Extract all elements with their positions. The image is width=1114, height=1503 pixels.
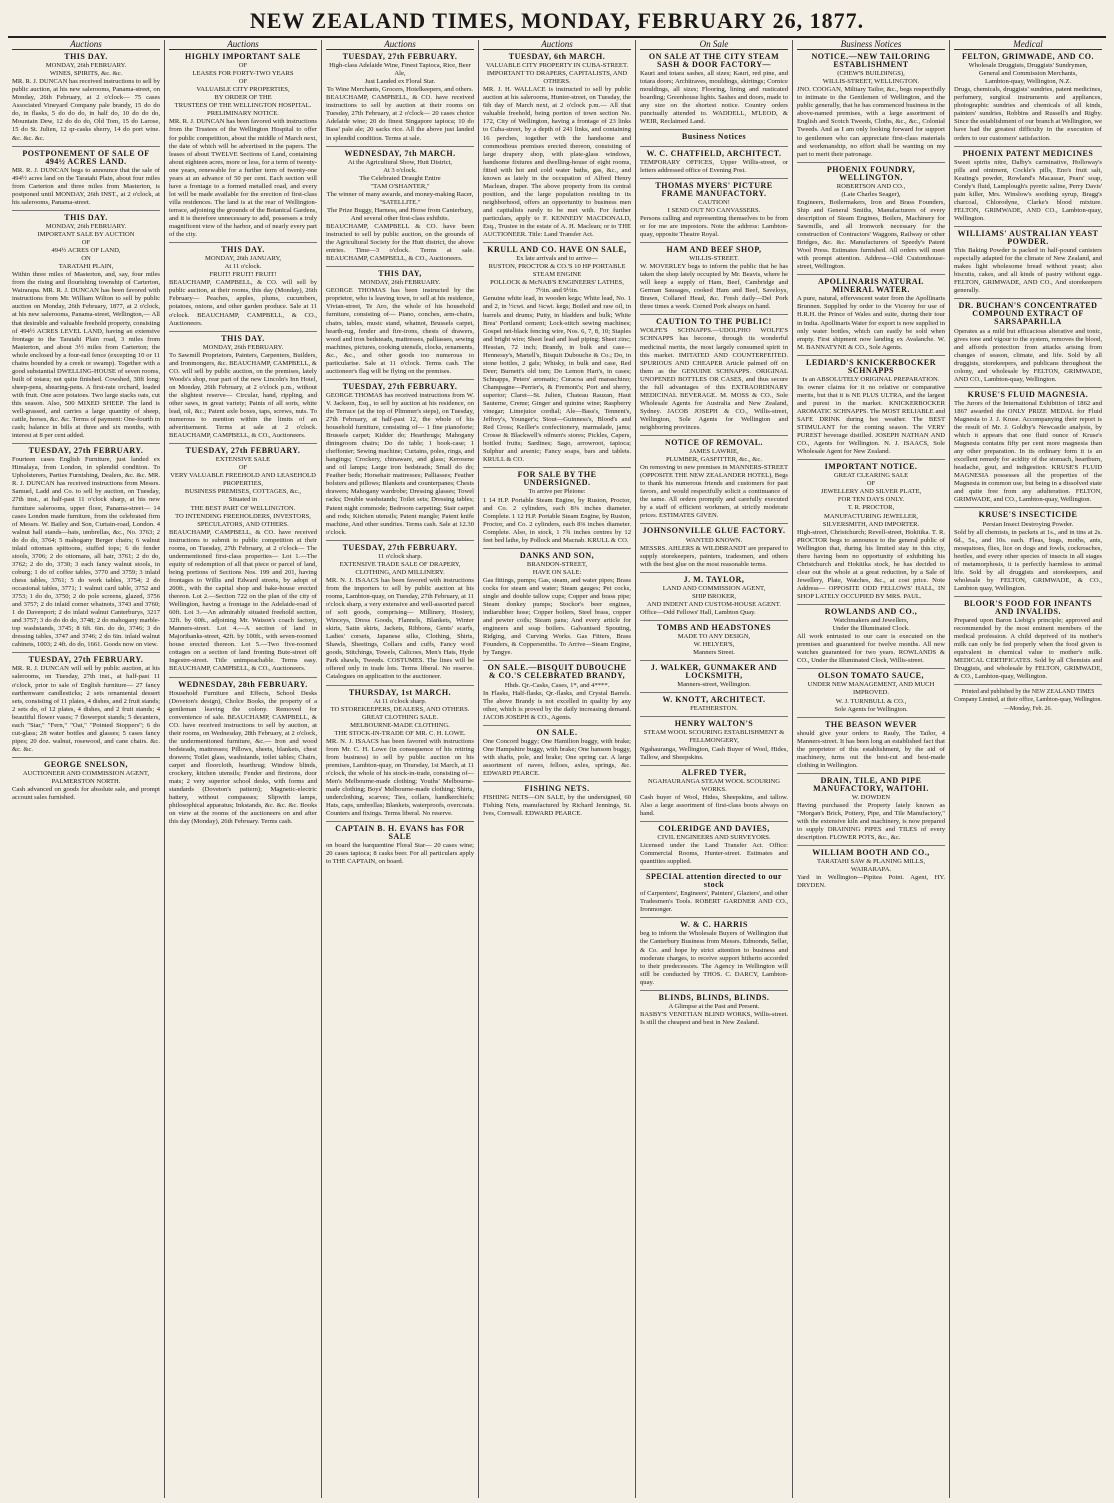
ad-subheading: PALMERSTON NORTH. (51, 778, 121, 786)
ad-heading: ON SALE. (536, 727, 578, 737)
ad-subheading: MONDAY, 26th FEBRUARY. (45, 62, 127, 70)
ad-heading: OLSON TOMATO SAUCE, (817, 671, 925, 681)
advertisement (640, 439, 788, 524)
advertisement (483, 471, 631, 548)
ad-heading: THE BEASON WEVER (825, 719, 917, 729)
ad-subheading: CAUTION! (698, 198, 730, 206)
ad-heading: WEDNESDAY, 7th MARCH. (344, 148, 456, 158)
ad-body: BEAUCHAMP, CAMPBELL, & CO. have received instructions to submit to public competition at their rooms, on Tuesday, 27th February, at 2 o'clock— The undermentioned first-class properties— Lot 1.—The equity of redemption of all that piece or parcel of land, being portions of Sections Nos. 199 and 201, having frontages to Willis and Edward streets, by adopt of 200ft., with the capital shop and bake-house erected thereon. Lot 2.—Section 722 on the plan of the city of Wellington, having a frontage to the Adelaide-road of 60ft. Lot 3.—An admirably situated freehold section, 32ft. by 60ft., adjoining Mr. Watson's coach factory, Manners-street. Lot 4.—A section of land in Majoribanks-street, 42ft. by 100ft., with seven-roomed house erected thereon. Lot 5.—Two five-roomed cottages on a section of land fronting Bute-street off Ingestre-street. Title unimpeachable. Terms easy. BEAUCHAMP, CAMPBELL, & CO., Auctioneers. (169, 528, 317, 673)
ad-subheading: PLUMBER, GASFITTER, &c., &c. (666, 456, 762, 464)
ad-heading: TUESDAY, 27th FEBRUARY. (28, 655, 144, 665)
ad-body: MR. N. J. ISAACS has been favored with instructions from the importers to sell by public auction at his rooms, Lambton-quay, on Tuesday, 27th February, at 11 o'clock sharp, a very extensive and well-assorted parcel of soft goods, comprising— Millinery, Hosiery, Winceys, Dress Goods, Flannels, Blankets, Winter skirts, Satin skirts, Jackets, Ribbons, Gents' scarfs, Ladies' corsets, Japanese silks, Clothing, Shirts, Shawls, Sheetings, Collars and cuffs, Fancy wool goods, Stitchings, Towels, Calicoes, Men's Hats, Hyde Park shawls, Tweeds. COSTUMES. The lines will be offered only in trade lots. Terms liberal. No reserve. Catalogues on application to the auctioneer. (326, 576, 474, 681)
ad-subheading: AUCTIONEER AND COMMISSION AGENT, (22, 769, 150, 777)
ad-heading: FELTON, GRIMWADE, AND CO. (961, 52, 1095, 62)
ad-heading: GEORGE SNELSON, (44, 759, 128, 769)
ad-subheading: The Celebrated Draught Entire (359, 174, 441, 182)
ad-body: MR. R. J. DUNCAN will sell by public auction, at his salerooms, on Tuesday, 27th inst., at half-past 11 o'clock, prior to sale of English furniture— 27 fancy earthenware candlesticks; 2 sets ornamental dessert sets, consisting of 11 plates, 4 dishes, and 2 fruit stands; 2 sets do, of 12 plates, 4 dishes, and 2 fruit stands; 4 beautiful flower vases; 7 flowerpot stands; 5 decanters, each "Star," "Fern," "Oat," "Pointed Stoppers"; 6 do cut-glass; 28 water bottles and glasses; 5 cases fancy pipes; 20 doz. walnut, rosewood, and cane chairs. &c. &c. &c. (12, 665, 160, 753)
ad-subheading: OF (238, 78, 248, 86)
ad-body: MR. R. J. DUNCAN has been favored with instructions from the Trustees of the Wellington Hospital to offer for public competition, about the middle of March next, the date of which will be advertised in the papers. The leases of about TWELVE Sections of Land, containing about eighteen acres, more or less, for a term of twenty-one years, renewable for a further term of twenty-one years at an advance of 50 per cent. Each section will have a frontage to a formed metalled road, and every lot will be made available for the erection of first-class villa residences. The land is at the rear of Wellington-terrace, adjoining the grounds of the Botanical Gardens, and it is therefore unnecessary to add, possesses a truly magnificent view of the harbor, and of nearly every part of the city. (169, 118, 317, 239)
ad-heading: BLINDS, BLINDS, BLINDS. (658, 992, 770, 1002)
advertisement (640, 769, 788, 822)
ad-subheading: RUSTON, PROCTOR & CO.'S 10 HP PORTABLE STEAM ENGINE (488, 263, 626, 279)
ad-subheading: SILVERSMITH, AND IMPORTER. (822, 520, 920, 528)
ad-subheading: OF (238, 464, 248, 472)
ad-heading: APOLLINARIS NATURAL MINERAL WATER. (817, 277, 925, 295)
ad-body: In Flasks, Half-flasks, Qr.-flasks, and Crystal Barrels. The above Brandy is not excelled in quality by any other, which is proved by the daily increasing demand. JACOB JOSEPH & CO., Agents. (483, 689, 631, 721)
section-heading: Auctions (483, 40, 631, 50)
column-2 (165, 40, 322, 1498)
advertisement (640, 921, 788, 990)
ad-subheading: At the Agricultural Show, Hutt District, (347, 158, 453, 166)
advertisement (169, 53, 317, 243)
ad-subheading: MONDAY, 26th FEBRUARY. (45, 222, 127, 230)
ad-heading: ALFRED TYER, (681, 767, 747, 777)
ad-subheading: FRUIT! FRUIT! FRUIT! (209, 271, 277, 279)
advertisement (797, 359, 945, 461)
advertisement (12, 150, 160, 211)
ad-subheading: Under the Illuminated Clock. (832, 625, 910, 633)
advertisement (640, 53, 788, 130)
ad-subheading: The Prize Buggy, Harness, and Horse from Canterbury, (327, 206, 473, 214)
advertisement (12, 214, 160, 444)
ad-body: BEAUCHAMP, CAMPBELL & CO. have been instructed to sell by public auction, on the grounds of the Agricultural Society for the Hutt district, the above entries. Time—3 o'clock. Terms at sale. BEAUCHAMP, CAMPBELL, & CO., Auctioneers. (326, 222, 474, 263)
ad-heading: FOR SALE BY THE UNDERSIGNED. (517, 470, 597, 488)
ad-heading: WILLIAMS' AUSTRALIAN YEAST POWDER. (957, 228, 1099, 247)
ad-body: TEMPORARY OFFICES, Upper Willis-street, or letters addressed office of Evening Post. (640, 158, 788, 174)
ad-body: Fourteen cases English Furniture, just landed ex Himalaya, from London, in splendid condition. To Upholsterers, Parties Furnishing, Dealers, &c. &c. MR. R. J. DUNCAN has received instructions from Messrs. Samuel, Ladd and Co. to sell by auction, on Tuesday, 27th inst., at half-past 11 o'clock sharp, at his new furniture salerooms, upper floor, Panama-street— 14 cases London made furniture, from the celebrated firm of Messrs. W. Bailey and Son, Curtain-road, London. 4 walnut hall stands—hats, umbrellas, &c., No. 3763; 2 do do do, 3764; 5 mahogany Berger chairs; 6 walnut inlaid ottoman spittoons, stuffed tops; 6 do fender stools, 3706; 2 do ottomans, all hair, 3761; 2 do do, 3762; 2 do do, 3730; 3 each fancy walnut stools, in coburg; 1 do of coffee tables, 3770 and 3759; 3 inlaid chess tables, 3761; 5 do work tables, 3754; 2 do occasional tables, 3771; 1 walnut card table, 3752 and 3753; 1 do do, 3750; 2 do pole screens, glazed, 3756 and 3757; 2 do inlaid corner whatnots, 3743 and 3760; 1 do Davenport; 2 do inlaid walnut Canterburys, 3217 and 3757; 3 do do do do, 3748; 2 do mahogany marble-top washstands, 3745; 8 6ft. 6in. do do, 3746; 3 do dressing tables, 3747 and 3746; 2 do 6in. inlaid walnut cabinets, 1003; 2 4ft. do do, 1661. Goods now on view. (12, 456, 160, 649)
advertisement (640, 182, 788, 243)
ad-subheading: 494½ ACRES OF LAND, (51, 247, 121, 255)
ad-heading: KRUSE'S FLUID MAGNESIA. (967, 389, 1089, 399)
ad-subheading: EXTENSIVE SALE (215, 456, 271, 464)
ad-heading: PHOENIX PATENT MEDICINES (962, 148, 1094, 158)
ad-heading: CAUTION TO THE PUBLIC! (656, 317, 772, 327)
ad-heading: PHOENIX FOUNDRY, WELLINGTON. (826, 164, 916, 182)
advertisement (954, 511, 1102, 596)
ad-subheading: FEATHERSTON. (690, 705, 738, 713)
ad-body: To Sawmill Proprietors, Painters, Carpenters, Builders, and Ironmongers, &c. BEAUCHAMP, CAMPBELL, & CO. will sell by public auction, on the premises, lately Woods's shop, rear part of the new Lincoln's Inn Hotel, on Monday, 26th February, at 2 o'clock p.m., without the slightest reserve— Circular, hand, rippling, and other saws, in great variety; Paints of all sorts, white lead, oil, &c.; Patent axle boxes, taps, screws, nuts. To numerous to mention within the limits of an advertisement. Terms at sale at 2 o'clock. BEAUCHAMP, CAMPBELL, & CO., Auctioneers. (169, 351, 317, 440)
ad-body: Operates as a mild but efficacious alterative and tonic, gives tone and vigour to the system, removes the blood, and affords protection from attacks arising from changes of season, climate, and life. Sold by all druggists, storekeepers, and publicans throughout the colony, and wholesale by FELTON, GRIMWADE, AND CO., Lambton-quay, Wellington. (954, 327, 1102, 383)
section-heading: Business Notices (797, 40, 945, 50)
ad-heading: ROWLANDS AND CO., (824, 607, 918, 617)
ad-heading: TOMBS AND HEADSTONES (656, 622, 772, 632)
advertisement (12, 656, 160, 758)
ad-body: One Concord buggy; One Hamilton buggy, with brake; One Hampshire buggy, with brake; One hansom buggy, with shafts, pole, and brake; One spring car. A large assortment of naves, felloes, axles, springs, &c. EDWARD PEARCE. (483, 737, 631, 777)
ad-subheading: TARATAHI PLAIN, (58, 263, 114, 271)
ad-subheading: At 11 o'clock. (224, 263, 262, 271)
ad-heading: WILLIAM BOOTH AND CO., (812, 848, 930, 858)
ad-body: Prepared upon Baron Liebig's principle; approved and recommended by the most eminent members of the medical profession. A child deprived of its mother's milk can only be fed properly when the food given is equivalent in chemical value to mother's milk. MEDICAL CERTIFICATES. Sold by all Chemists and Druggists, and wholesale by FELTON, GRIMWADE, & CO., Lambton-quay, Wellington. (954, 617, 1102, 681)
ad-subheading: W. DOWDEN (851, 793, 891, 801)
ad-subheading: Just Landed ex Floral Star. (364, 78, 436, 86)
ad-subheading: LAND AND COMMISSION AGENT, (662, 584, 766, 592)
ad-subheading: Is an ABSOLUTELY ORIGINAL PREPARATION. (802, 375, 940, 383)
ad-heading: THIS DAY. (221, 333, 265, 343)
ad-heading: W. KNOTT, ARCHITECT. (662, 695, 766, 705)
ad-subheading: HAVE ON SALE: (532, 568, 582, 576)
ad-heading: KRUSE'S INSECTICIDE (978, 510, 1078, 520)
ad-heading: POSTPONEMENT OF SALE OF 494½ ACRES LAND. (22, 148, 150, 166)
ad-body: beg to inform the Wholesale Buyers of Wellington that the Canterbury Business from Messrs. Edmonds, Sellar, & Co. and hope by strict attention to business and moderate charges, to receive support hitherto accorded to their predecessors. The Agency in Wellington will still be conducted by THOS. C. DARCY, Lambton-quay. (640, 930, 788, 986)
ad-subheading: BRANDON-STREET, (526, 560, 588, 568)
ad-subheading: ON (81, 255, 91, 263)
ad-body: Kauri and totara sashes, all sizes; Kauri, red pine, and totara doors; Architraves, mouldings, skirtings; Cornice mouldings, all sizes; Flooring, lining and rusticated boarding; Greenhouse lights. Sashes and doors, made to any size on the shortest notice. Country orders punctually attended to. WADDELL, M'LEOD, & WEIR, Reclaimed Land. (640, 70, 788, 126)
advertisement (326, 53, 474, 147)
advertisement (797, 672, 945, 717)
ad-subheading: VERY VALUABLE FREEHOLD AND LEASEHOLD PROPERTIES, (170, 472, 316, 488)
ad-body: On removing to new premises in MANNERS-STREET (OPPOSITE THE NEW ZEALANDER HOTEL), Begs to thank his numerous friends and customers for past favors, and would respectfully solicit a continuance of the same. All orders promptly and carefully executed by a staff of efficient workmen, at strictly moderate prices. ESTIMATES GIVEN. (640, 464, 788, 520)
ad-body: High-street, Christchurch; Revell-street, Hokitika. T. R. PROCTOR begs to announce to the general public of Wellington that, during his limited stay in this city, there having been no opportunity of exhibiting his Christchurch and Hokitika stock, he has decided to clear out the whole at a great reduction, by a Sale of Jewellery, Plate, Watches, &c., at cost price. Note Address— OPPOSITE ODD FELLOWS' HALL, IN SHOP LATELY OCCUPIED BY MRS. PAUL. (797, 528, 945, 600)
advertisement (326, 150, 474, 268)
advertisement (169, 246, 317, 331)
ad-subheading: WILLIS-STREET. (689, 255, 739, 263)
ad-body: should give your orders to Rauly, The Tailor, 4 Manners-street. It has been long an established fact that the proprietor of this establishment, by the aid of machinery, turns out the best-cut and best-made clothing in Wellington. (797, 729, 945, 769)
ad-subheading: Manners-street, Wellington. (677, 681, 751, 689)
advertisement (954, 600, 1102, 685)
ad-body: Household Furniture and Effects, School Desks (Doveton's design), Cholce Books, the property of a gentleman leaving the colony. Removed for convenience of sale. BEAUCHAMP, CAMPBELL, & CO. have received instructions to sell by auction, at their rooms, on Wednesday, 28th February, at 2 o'clock, the undermentioned furniture, &c.— Iron and wood bedsteads, mattresses; Pillows, sheets, blankets, chest drawers; Toilet glass, washstands, toilet tables; Chairs, carpet and floorcloth, hearthrug; Window blinds, crockery, kitchen utensils; Fender and fireirons, door mats; 2 very superior school desks, with forms and standards (Doveton's pattern); Magnetic-electric battery, without compasses; Slipwith lamps, philosophical apparatus; Inkstands, &c. &c. &c. Books on view at the rooms of the auctioneers on and after this day (Monday), 26th February. Terms cash. (169, 689, 317, 826)
advertisement (640, 318, 788, 436)
ad-subheading: WINES, SPIRITS, &c. &c. (49, 70, 123, 78)
ad-subheading: MANUFACTURING JEWELLER, (823, 512, 918, 520)
ad-subheading: 11 o'clock sharp. (377, 552, 423, 560)
advertisement (797, 166, 945, 276)
advertisement (640, 246, 788, 315)
ad-subheading: POLLOCK & McNAB'S ENGINEERS' LATHES, 7½in. and 9½in. (490, 279, 624, 295)
ad-heading: HIGHLY IMPORTANT SALE (184, 52, 302, 62)
advertisement (12, 447, 160, 653)
advertisement (954, 53, 1102, 147)
ad-subheading: LEASES FOR FORTY-TWO YEARS (192, 70, 294, 78)
ad-subheading: Watchmakers and Jewellers, (833, 617, 909, 625)
ad-heading: KRULL AND CO. HAVE ON SALE, (487, 245, 627, 255)
section-heading: Auctions (326, 40, 474, 50)
advertisement (169, 335, 317, 445)
ad-subheading: STEAM WOOL SCOURING ESTABLISHMENT & FELLMONGERY, (643, 729, 785, 745)
advertisement (483, 664, 631, 725)
ad-subheading: Wholesale Druggists, Druggists' Sundrymen, (968, 62, 1088, 70)
ad-subheading: W. HELYER'S, (693, 641, 735, 649)
section-heading: Auctions (12, 40, 160, 50)
section-heading: Auctions (169, 40, 317, 50)
advertisement (797, 849, 945, 893)
ad-body: Gas fittings, pumps; Gas, steam, and water pipes; Brass cocks for steam and water; Steam gauges; Pet cocks, single and double tallow cups; Copper and brass pipe; Steam donkey pumps; Stockor's beer engines, indiarubber hose; Copper boilers, Steel brass, copper and pewter coils; Steam pans; And every article for engineers and soap boilers. Galvanised Spouting, Ridging, and Curving Works. Gas Fitters, Brass Founders, & Coppersmiths. To Arrive—Steam Engine, by Tangye. (483, 576, 631, 657)
ad-subheading: WILLIS-STREET, WELLINGTON. (822, 78, 920, 86)
ad-heading: Business Notices (681, 132, 747, 142)
ad-heading: W. & C. HARRIS (680, 920, 748, 930)
ad-heading: ON SALE AT THE CITY STEAM SASH & DOOR FACTORY— (648, 52, 780, 70)
advertisement (640, 696, 788, 717)
ad-subheading: High-class Adelaide Wine, Finest Tapioca, Rice, Beer Ale, (329, 62, 471, 78)
ad-subheading: I SEND OUT NO CANVASSERS. (667, 206, 761, 214)
ad-subheading: CIVIL ENGINEERS AND SURVEYORS. (657, 833, 771, 841)
ad-subheading: JEWELLERY AND SILVER PLATE, (820, 488, 922, 496)
ad-subheading: At 3 o'clock. (383, 166, 417, 174)
ad-subheading: OF (81, 239, 91, 247)
advertisement (483, 729, 631, 782)
ad-body: This Baking Powder is packed in half-pound canisters especially adapted for the climate of New Zealand, and makes light wholesome bread without yeast; also biscuits, cakes, and all kinds of pastry without eggs. FELTON, GRIMWADE, AND CO., And storekeepers generally. (954, 247, 1102, 295)
ad-subheading: VALUABLE CITY PROPERTY IN CUBA-STREET. (485, 62, 629, 70)
ad-body: of Carpenters', Engineers', Painters', Glaziers', and other Tradesmen's Tools. ROBERT GARDNER AND CO., Ironmonger. (640, 890, 788, 914)
ad-heading: TUESDAY, 27th FEBRUARY. (342, 381, 458, 391)
ad-body: A pure, natural, effervescent water from the Apollinaris Brunnen. Supplied by order to the Viceroy for use of H.R.H. the Prince of Wales and suite, during their tour in India. Apollinaris Water for export is now supplied in only water bottles, which can easily be sold when empty. First shipment now landing ex Avalanche. W. M. BANNATYNE & CO., Sole Agents. (797, 295, 945, 351)
ad-body: Sold by all chemists, in packets at 1s., and in tins at 2s. 6d., 5s., and 10s. each. Fleas, bugs, moths, ants, mosquitoes, flies, lice on dogs and fowls, cockroaches, beetles, and every other species of insects in all stages of metamorphosis, it is perfectly harmless to animal life. Sold by all druggists and storekeepers, and wholesale by FELTON, GRIMWADE, & CO., Lambton quay, Wellington. (954, 528, 1102, 592)
ad-body: on board the barquentine Floral Star— 20 cases wine; 20 cases tapioca; 8 casks beer. For all particulars apply to THE CAPTAIN, on board. (326, 842, 474, 866)
ad-subheading: ROBERTSON AND CO., (836, 182, 906, 190)
ad-body: 1 14 H.P. Portable Steam Engine, by Ruston, Proctor, and Co. 2 cylinders, each 8⅜ inches diameter. Complete. 1 12 H.P. Portable Steam Engine, by Ruston, Proctor, and Co. 2 cylinders, each 8⅜ inches diameter. Complete. Also, in stock, 1 7¾ inches centres by 12 feet bed lathe, by Pollock and Macnab. KRULL & CO. (483, 496, 631, 544)
ad-body: Having purchased the Property lately known as "Morgan's Brick, Pottery, Pipe, and Tile Manufactory," with the extensive kiln and machinery, is now prepared to supply DRAINING PIPES and TILES of every description. FLOWER POTS, &c., &c. (797, 802, 945, 842)
ad-body: Drugs, chemicals, druggists' sundries, patent medicines, perfumery, surgical instruments and appliances, photographic sundries and chemicals of all kinds, painters' sundries, Robbins and Russell's and Rigby. Since the establishment of our branch at Wellington, we have had the greatest difficulty in the execution of orders to our customers' satisfaction. (954, 86, 1102, 142)
ad-subheading: MONDAY, 26th FEBRUARY. (359, 279, 441, 287)
ad-body: BEAUCHAMP, CAMPBELL, & CO. have received instructions to sell by auction at their rooms on Tuesday, 27th February, at 2 o'clock— 20 cases choice Adelaide wine; 20 do finest Singapore tapioca; 10 do Bass' pale ale; 20 sacks rice. All the above just landed in splendid condition. Terms at sale. (326, 94, 474, 142)
ad-subheading: "SATELLITE." (379, 198, 421, 206)
ad-subheading: PRELIMINARY NOTICE. (207, 110, 279, 118)
ad-body: MR. J. H. WALLACE is instructed to sell by public auction at his salerooms, Hunter-street, on Tuesday, the 6th day of March next, at 2 o'clock p.m.— All that valuable freehold, being portion of town section No. 172, City of Wellington, having a frontage of 23 links to Cuba-street, by a depth of 241 links, and containing 16 perches, together with the handsome and commodious premises erected thereon, consisting of large drapery shop, with plate-glass windows, handsome fixtures and dwelling-house of eight rooms, fitted with hot and cold water baths, gas, &c., and known as lately in the occupation of Alfred Henry Maclean, draper. The above property from its central position, and the large population residing in its neighborhood, offers an opportunity to business men and capitalists rarely to be met with. For further particulars, apply to F. KENNEDY MACDONALD, Esq., Trustee in the estate of A. H. Maclean; or to THE AUCTIONEER. Title: Land Transfer Act. (483, 86, 631, 239)
ad-heading: NOTICE.—NEW TAILORING ESTABLISHMENT (811, 52, 931, 70)
ad-body: MESSRS. AHLERS & WILDBRANDT are prepared to supply storekeepers, painters, tradesmen, and others with the best glue on the most reasonable terms. (640, 544, 788, 568)
ad-body: Yard in Wellington—Pipitea Point. Agent, HY. DRYDEN. (797, 874, 945, 890)
advertisement (954, 150, 1102, 227)
ad-subheading: To Wine Merchants, Grocers, Hotelkeepers, and others. (326, 86, 474, 94)
advertisement (326, 689, 474, 823)
ad-body: MR. R. J. DUNCAN has received instructions to sell by public auction, at his new salerooms, Panama-street, on Monday, 26th February, at 2 o'clock— 75 cases Associated Vineyard Company pale brandy, 15 do do do, in flasks, 5 do do do, in half do, 10 do do do, Mountain Dew, 12 do do do, Old Tom, 15 do Larose, 15 do St. Julien, 12 qr-casks sherry, 14 do port wine. &c. &c. &c. (12, 78, 160, 142)
ad-body: FISHING NETS—ON SALE, by the undersigned, 60 Fishing Nets, manufactured by Richard Jennings, St. Ives, Cornwall. EDWARD PEARCE. (483, 794, 631, 818)
ad-heading: TUESDAY, 27th FEBRUARY. (28, 446, 144, 456)
ad-heading: TUESDAY, 27th FEBRUARY. (342, 52, 458, 62)
advertisement (954, 391, 1102, 509)
ad-heading: THURSDAY, 1st MARCH. (348, 687, 452, 697)
advertisement (797, 278, 945, 355)
ad-subheading: "TAM O'SHANTER," (370, 182, 430, 190)
ad-subheading: BUSINESS PREMISES, COTTAGES, &c., (184, 488, 302, 496)
ad-subheading: Persian Insect Destroying Powder. (982, 520, 1074, 528)
ad-subheading: AND INDENT AND CUSTOM-HOUSE AGENT. (647, 600, 781, 608)
advertisement (640, 720, 788, 765)
section-heading: Medical (954, 40, 1102, 50)
advertisement (797, 777, 945, 846)
ad-heading: FISHING NETS. (524, 784, 590, 794)
ad-body: WOLFE'S SCHNAPPS.—UDOLPHO WOLFE'S SCHNAPPS has become, through its wonderful medicinal merits, the most largely consumed spirit in this market. IMITATED AND COUNTERFEITED. SPURIOUS AND CHEAPER Article palmed off on them as the GENUINE SCHNAPPS. ORIGINAL UNOPENED BOTTLES OR CASES, and thus secure the full advantages of this EXTRAORDINARY MEDICINAL BEVERAGE. M. MOSS & CO., Sole Wholesale Agents for Australia and New Zealand, Sydney. JACOB JOSEPH & CO., Willis-street, Wellington, Sole Agents for Wellington and neighboring provinces. (640, 327, 788, 431)
ad-body: Persons calling and representing themselves to be from or for me are impostors. Note the address: Lambton-quay, opposite Theatre Royal. (640, 214, 788, 238)
ad-body: Cash advanced on goods for absolute sale, and prompt account sales furnished. (12, 786, 160, 802)
ad-subheading: MONDAY, 26th FEBRUARY. (202, 343, 284, 351)
ad-body: Its owner claims for it no relative or comparative merits, but that it is NE PLUS ULTRA, and the largest and purest in the market. KNICKERBOCKER AROMATIC SCHNAPPS. The MOST RELIABLE and SAFE DRINK during hot weather. The BEST STIMULANT for the coming season. The VERY PUREST beverage distilled. JOSEPH NATHAN AND CO., Agents for Wellington. N. J. ISAACS, Sole Wholesale Agent for New Zealand. (797, 383, 945, 456)
ad-heading: J. WALKER, GUNMAKER AND LOCKSMITH, (650, 663, 778, 681)
ad-body: W. MOVERLEY begs to inform the public that he has taken the shop lately occupied by Mr. Beavis, where he will keep a supply of Ham, Beef, Cambridge and German Sausages, cooked Ham and Beef, Saveloys, Brawn, Collared Head, &c. Fresh daily—Del Pork three times a week. Corned Pork always on hand. (640, 263, 788, 311)
column-5 (636, 40, 793, 1498)
ad-subheading: IMPORTANT SALE BY AUCTION (37, 230, 135, 238)
advertisement (169, 447, 317, 677)
ad-heading: ON SALE.—BISQUIT DUBOUCHE & CO.'S CELEBRATED BRANDY, (487, 663, 627, 681)
ad-body: Licensed under the Land Transfer Act. Office: Commercial Rooms, Hunter-street. Estimates and quantities supplied. (640, 841, 788, 866)
imprint-footer: Printed and published by the NEW ZEALAND TIMES Company Limited, at their office, Lambton-quay, Wellington.—Monday, Feb. 26. (954, 689, 1102, 712)
advertisement (326, 544, 474, 686)
ad-heading: IMPORTANT NOTICE. (824, 462, 918, 472)
ad-heading: THIS DAY. (64, 212, 108, 222)
ad-subheading: GREAT CLEARING SALE (833, 472, 909, 480)
ad-subheading: T. R. PROCTOR, (847, 504, 895, 512)
ad-subheading: GREAT CLOTHING SALE. (361, 713, 439, 721)
ad-heading: LEDIARD'S KNICKERBOCKER SCHNAPPS (806, 357, 936, 375)
column-1 (8, 40, 165, 1498)
advertisement (483, 552, 631, 662)
advertisement (640, 873, 788, 918)
advertisement (483, 246, 631, 468)
ad-heading: HENRY WALTON'S (674, 719, 754, 729)
ad-heading: THIS DAY. (221, 245, 265, 255)
ad-subheading: THE STOCK-IN-TRADE OF MR. C. H. LOWE. (334, 729, 466, 737)
ad-heading: DRAIN, TILE, AND PIPE MANUFACTORY, WAITOHI. (813, 775, 929, 793)
ad-heading: HAM AND BEEF SHOP, (666, 244, 762, 254)
advertisement (326, 383, 474, 541)
ad-subheading: IMPORTANT TO DRAPERS, CAPITALISTS, AND OTHERS. (486, 70, 628, 86)
column-4 (479, 40, 636, 1498)
ad-heading: THOMAS MYERS' PICTURE FRAME MANUFACTORY. (655, 180, 773, 198)
advertisement (797, 721, 945, 774)
ad-subheading: TRUSTEES OF THE WELLINGTON HOSPITAL. (174, 102, 312, 110)
ad-body: Sweet spirits nitre, Dalby's carminative, Holloway's pills and ointment, Cockle's pills, Eno's fruit salt, Keating's powder, Rowland's Macassar, Pears' soap, Condy's fluid, Lamplough's pyretic saline, Perry Davis' pain killer, Mrs. Winslow's soothing syrup, Bragg's charcoal, Chlorodyne, Clarke's blood mixture. FELTON, GRIMWADE, AND CO., Lambton-quay, Wellington. (954, 158, 1102, 222)
column-7 (950, 40, 1106, 1498)
advertisement (640, 664, 788, 693)
ad-body: Engineers, Boilermakers, Iron and Brass Founders, Ship and General Smiths, Manufacturers of every description of Steam Engines, Boilers, Machinery for Sawmills, and all Ironwork necessary for the construction of Contractors' Waggons, Railway or other Bridges, &c. &c. Manufacturers of Speedy's Patent Wool Press. Estimates furnished. All orders will meet with prompt attention. Address—Old Customhouse-street, Wellington. (797, 198, 945, 271)
advertisement (640, 150, 788, 179)
ad-subheading: W. J. TURNBULL & CO., (835, 697, 907, 705)
ad-subheading: MONDAY, 26th JANUARY, (204, 255, 282, 263)
ad-body: Within three miles of Masterton, and, say, four miles from the rising and flourishing township of Carterton, Wairarapa. MR. R. J. DUNCAN has been favored with instructions from Mr. William Wilton to sell by public auction on Monday, 26th February, 1877, at 2 o'clock, at his new salerooms, Panama-street, Wellington,— All that desirable and valuable freehold property, consisting of 494½ ACRES LEVEL LAND, having an extensive frontage to the Taratahi Plain road, 3 miles from Masterton, and about 3½ miles from Carterton; the whole enclosed by a four-rail fence (excepting 10 or 11 chains bounded by a creek or swamp). Together with a good substantial DWELLING-HOUSE of seven rooms, built of totara; not quite finished. Cowshed, 30ft long; sheep-pens, shearing-pens. A first-rate orchard, loaded with fruit. One acre potatoes. Two large stacks oats, cut this season. Also, 500 MIXED SHEEP. The land is well-grassed, and carries a large quantity of sheep, cattle, horses, &c. &c. Terms of payment: One-fourth in cash; balance in bills at three and six months, with interest at 8 per cent added. (12, 271, 160, 440)
ad-subheading: BY ORDER OF THE (214, 94, 272, 102)
ad-heading: TUESDAY, 27th FEBRUARY. (342, 542, 458, 552)
ad-subheading: Hhds. Qr.-Casks, Cases, 1*, and 4****. (504, 681, 610, 689)
ad-subheading: NGAHAURANGA STEAM WOOL SCOURING WORKS. (647, 777, 781, 793)
ad-subheading: MELBOURNE-MADE CLOTHING. (350, 721, 450, 729)
ad-subheading: And several other first-class exhibits. (350, 214, 450, 222)
advertisement (797, 608, 945, 669)
ad-body: MR. R. J. DUNCAN begs to announce that the sale of 494½ acres land on the Taratahi Plain, about four miles from Carterton and three miles from Masterton, is postponed until MONDAY, 26th INST., at 2 o'clock, at his salerooms, Panama-street. (12, 166, 160, 206)
ad-heading: TUESDAY, 6th MARCH. (508, 52, 606, 62)
advertisement (483, 53, 631, 243)
masthead: NEW ZEALAND TIMES, MONDAY, FEBRUARY 26, 1877. (8, 6, 1106, 38)
ad-subheading: The winner of many awards, and money-making Racer, (326, 190, 474, 198)
section-heading: On Sale (640, 40, 788, 50)
ad-subheading: EXTENSIVE TRADE SALE OF DRAPERY, CLOTHING, AND MILLINERY. (339, 560, 461, 576)
ad-heading: DR. BUCHAN'S CONCENTRATED COMPOUND EXTRACT OF SARSAPARILLA (958, 301, 1098, 327)
ad-subheading: At 11 o'clock sharp. (373, 697, 427, 705)
advertisement (640, 624, 788, 661)
ad-subheading: To arrive per Pleione: (528, 488, 586, 496)
ad-heading: NOTICE OF REMOVAL. (664, 438, 764, 448)
ad-subheading: Ex late arrivals and to arrive— (516, 255, 598, 263)
advertisement (797, 53, 945, 163)
ad-heading: JOHNSONVILLE GLUE FACTORY. (642, 526, 786, 536)
ad-heading: WEDNESDAY, 28th FEBRUARY. (178, 679, 308, 689)
ad-body: GEORGE THOMAS has been instructed by the proprietor, who is leaving town, to sell at his residence, Vivian-street, Te Aro, the whole of his household furniture, consisting of— Piano, conches, arm-chairs, chairs, tables, music stand, whatnot, Brussels carpet, hearth-rug, fender and fire-irons, chests of drawers, wood and iron bedsteads, mattresses, palliasses, sewing machines, pictures, cooking utensils, clocks, ornaments, &c., &c., and other goods too numerous to particularise. Sale at 11 o'clock. Terms cash. The auctioneer's flag will be flying on the premises. (326, 287, 474, 375)
ad-heading: W. C. CHATFIELD, ARCHITECT. (646, 148, 782, 158)
advertisement (640, 994, 788, 1030)
ad-subheading: FOR TEN DAYS ONLY. (837, 496, 905, 504)
advertisement (326, 825, 474, 869)
ad-subheading: TARATAHI SAW & PLANING MILLS, WAIRARAPA. (816, 858, 925, 874)
ad-body: BEAUCHAMP, CAMPBELL, & CO. will sell by public auction, at their rooms, this day (Monday), 26th February— Peaches, apples, plums, cucumbers, potatoes, onions, and other garden produce. Sale at 11 o'clock. BEAUCHAMP, CAMPBELL, & CO., Auctioneers. (169, 279, 317, 327)
ad-subheading: TO INTENDING FREEHOLDERS, INVESTORS, SPECULATORS, AND OTHERS. (175, 512, 311, 528)
ad-heading: TUESDAY, 27th FEBRUARY. (185, 446, 301, 456)
ad-body: Genuine white lead, in wooden kegs; White lead, No. 1 and 2, in ½cwt. and ¼cwt. kegs; Boiled and raw oil, in barrels and drums; Putty, in bladders and bulk; White Brea' Portland cement; Lock-stitch sewing machines; Gospel net-black fencing wire, Nos. 6, 7, 8, 10; Staples and bright wire; Sheet lead and lead piping; Sheet zinc; Hessian, 72 inch; Brandy, in bulk and case—Hennessy's, Martell's, Bisquit Dubouche & Co.; Do, in stone bottles, 2 gals; Whisky, in bulk and case, Red Deer; Burnett's old tom; Do Lemon Hart's, in cases; Schnapps, Peters' aromatic; Curacoa and maraschino; Champagne—Perrier's, & Fremont's; Port and sherry, superior; Claret—St. Julien, Chateau Rauzan, Haut Sauterne, Creme; Ginger and quinine wine; Raspberry vinegar; Limejuice cordial; Ale—Bass's, Tennent's, Jeffrey's, Younger's; Stout—Guinness's, Blood's and Red Cross; Keiller's confectionery, marmalade, jams; Crosse & Blackwell's oilmen's stores; Pickles, Capers, bottled fruits; Sardines; Sago, arrowroot, tapioca; Sulphur and arsenic; Fancy soaps, bars and tablets. KRULL & CO. (483, 295, 631, 464)
ad-heading: DANKS AND SON, (519, 550, 595, 560)
advertisement (640, 576, 788, 621)
ad-subheading: A Glimpse at the Past and Present. (668, 1002, 760, 1010)
columns (8, 40, 1106, 1498)
ad-subheading: OF (238, 62, 248, 70)
ad-body: JNO. COOGAN, Military Tailor, &c., begs respectfully to intimate to the Gentlemen of Wellington, and the public generally, that he has commenced business in the above-named premises, with a large assortment of English and Scotch Tweeds, Cloths, &c., &c., Colonial Tweeds. And as I am only looking forward for support to gentlemen who can appreciate first-class materials and workmanship, no effort shall be wanting on my part to merit their patronage. (797, 86, 945, 158)
ad-heading: THIS DAY. (64, 52, 108, 62)
ad-subheading: (CHEW'S BUILDINGS), (837, 70, 905, 78)
advertisement (169, 681, 317, 830)
ad-subheading: Sole Agents for Wellington. (834, 705, 908, 713)
advertisement (954, 230, 1102, 299)
ad-heading: COLERIDGE AND DAVIES, (658, 823, 770, 833)
ad-body: MR. N. J. ISAACS has been favored with instructions from Mr. C. H. Lowe (in consequence of his retiring from business) to sell by public auction on his premises, Lambton-quay, on Thursday, 1st March, at 11 o'clock, the whole of his stock-in-trade, consisting of— Men's Melbourne-made clothing; Youths' Melbourne-made clothing; Boys' Melbourne-made clothing; Shirts, underclothing, scarves; Ties, collars, handkerchiefs; Hats, caps, umbrellas; Blankets, waterproofs, overcoats. Counters and fixings. Terms liberal. No reserve. (326, 737, 474, 818)
advertisement (640, 527, 788, 572)
column-6 (793, 40, 950, 1498)
ad-subheading: VALUABLE CITY PROPERTIES, (196, 86, 290, 94)
ad-heading: THIS DAY, (378, 269, 422, 279)
ad-subheading: Manners Street. (693, 649, 735, 657)
ad-subheading: OF (866, 480, 876, 488)
ad-heading: J. M. TAYLOR, (683, 574, 745, 584)
ad-subheading: THE BEST PART OF WELLINGTON. (190, 504, 296, 512)
ad-subheading: WANTED KNOWN. (685, 536, 743, 544)
ad-body: The Jurors of the International Exhibition of 1862 and 1867 awarded the ONLY PRIZE MEDAL for Fluid Magnesia to J. J. Kruse. Accompanying their report is the result of Mr. J. Goldby's Newcastle analysis, by which it appears that one fluid ounce of Kruse's Magnesia contains fifty per cent more magnesia than any other preparation. In its ordinary form it is an excellent remedy for acidity of the stomach, heartburn, headache, gout, and indigestion. KRUSE'S FLUID MAGNESIA possesses all the properties of the Magnesia in common use, but being in a dissolved state and quite free from any adulteration. FELTON, GRIMWADE, and CO., Lambton-quay, Wellington. (954, 399, 1102, 504)
advertisement (640, 825, 788, 870)
ad-subheading: (Late Charles Seager), (841, 190, 901, 198)
ad-heading: SPECIAL attention directed to our stock (646, 872, 782, 890)
ad-subheading: SHIP BROKER, (691, 592, 737, 600)
ad-body: Cash buyer of Wool, Hides, Sheepskins, and tallow. Also a large assortment of first-class boots always on hand. (640, 793, 788, 817)
advertisement (12, 761, 160, 805)
column-3 (322, 40, 479, 1498)
ad-subheading: TO STOREKEEPERS, DEALERS, AND OTHERS. (330, 705, 470, 713)
ad-body: BASBY'S VENETIAN BLIND WORKS, Willis-street. Is still the cheapest and best in New Zealand. (640, 1010, 788, 1026)
ad-body: Office—Odd Fellows' Hall, Lambton Quay. (640, 608, 756, 616)
advertisement (640, 133, 788, 146)
ad-subheading: General and Commission Merchants, (978, 70, 1078, 78)
ad-subheading: Lambton-quay, Wellington, N.Z. (984, 78, 1072, 86)
ad-body: GEORGE THOMAS has received instructions from W. V. Jackson, Esq., to sell by auction at his residence, on the Terrace (at the top of Plimmer's steps), on Tuesday, 27th February, at half-past 12, the whole of his household furniture, consisting of— 1 fine pianoforte; Brussels carpet; Kidder do; Hearthrugs; Mahogany diningroom chairs; Do do table; 1 book-case; 1 cheffonier; Sewing machine; Curtains, poles, rings, and hangings; Crockery, chinaware, and glass; Kerosene and oil lamps; Large iron bedsteads; Small do do; Feather beds; Horsehair mattresses; Palliasses; Feather bolsters and pillows; Blankets and counterpanes; Chests drawers; Mahogany wardrobe; Dressing glasses; Towel racks; Double washstands; Toilet sets; Dressing tables; Patent night commode; Bedroom carpeting; Stair carpet and rods; Kitchen utensils; Patent mangle; Patent knife machine, And other sundries. Terms cash. Sale at 12.30 o'clock. (326, 391, 474, 536)
ad-subheading: UNDER NEW MANAGEMENT, AND MUCH IMPROVED. (807, 681, 935, 697)
ad-subheading: MADE TO ANY DESIGN, (677, 633, 751, 640)
advertisement (326, 270, 474, 380)
ad-body: Ngahauranga, Wellington, Cash Buyer of Wool, Hides, Tallow, and Sheepskins. (640, 745, 788, 761)
ad-heading: BLOOR'S FOOD FOR INFANTS AND INVALIDS. (963, 598, 1093, 616)
ad-subheading: JAMES LAWRIE, (689, 448, 739, 456)
advertisement (954, 302, 1102, 387)
ad-heading: CAPTAIN B. H. EVANS has FOR SALE (335, 824, 465, 842)
ad-subheading: Situated in (228, 496, 258, 504)
advertisement (12, 53, 160, 147)
advertisement (797, 463, 945, 605)
advertisement (483, 785, 631, 821)
ad-body: All work entrusted to our care is executed on the premises and guaranteed for twelve months. All new watches guaranteed for two years. ROWLANDS & CO., Under the Illuminated Clock, Willis-street. (797, 633, 945, 665)
